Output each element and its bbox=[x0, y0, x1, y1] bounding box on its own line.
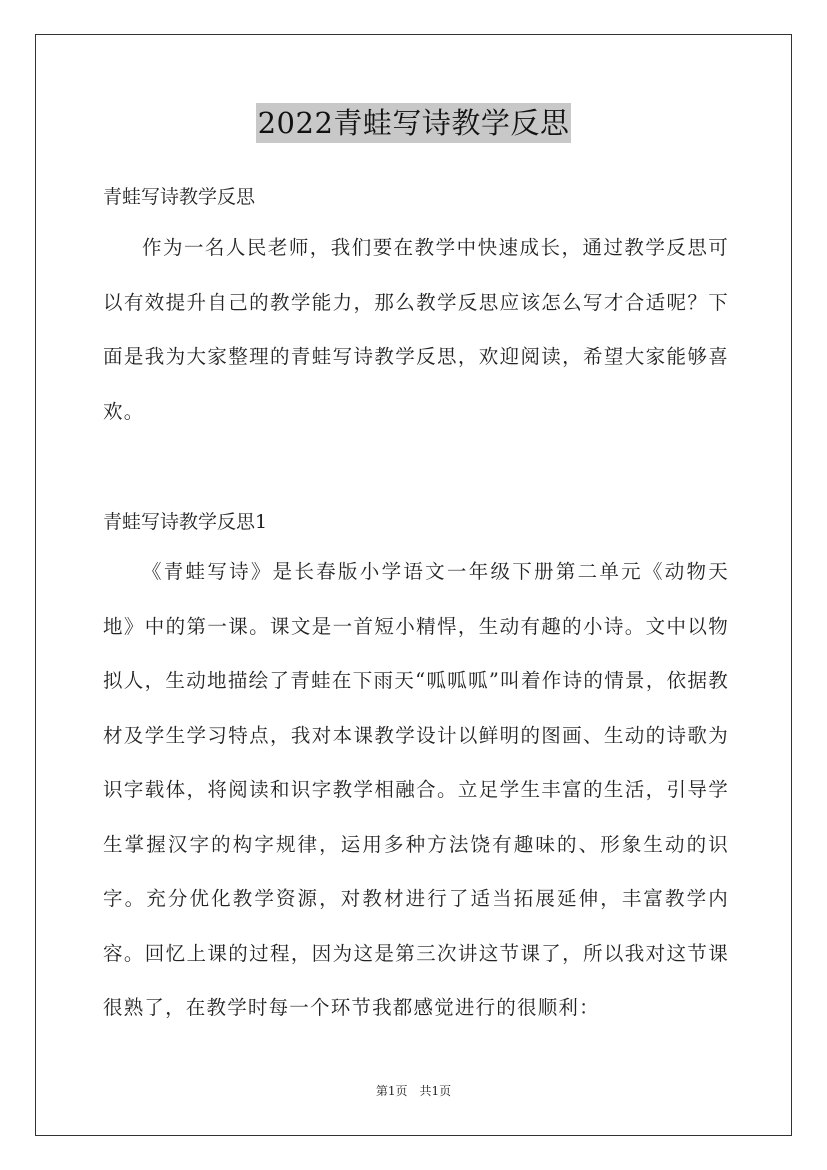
intro-heading: 青蛙写诗教学反思 bbox=[103, 186, 256, 208]
section1-heading: 青蛙写诗教学反思1 bbox=[103, 511, 268, 533]
title-container bbox=[0, 103, 827, 143]
page-footer: 第1页 共1页 bbox=[375, 1084, 452, 1098]
intro-paragraph: 作为一名人民老师，我们要在教学中快速成长，通过教学反思可以有效提升自己的教学能力，那么教学反思应该怎么写才合适呢？下面是我为大家整理的青蛙写诗教学反思，欢迎阅读，希望大家能够喜欢。 bbox=[103, 236, 729, 423]
section1-paragraph: 《青蛙写诗》是长春版小学语文一年级下册第二单元《动物天地》中的第一课。课文是一首短小精悍，生动有趣的小诗。文中以物拟人，生动地描绘了青蛙在下雨天“呱呱呱”叫着作诗的情景，依据教材及学生学习特点，我对本课教学设计以鲜明的图画、生动的诗歌为识字载体，将阅读和识字教学相融合。立足学生丰富的生活，引导学生掌握汉字的构字规律，运用多种方法饶有趣味的、形象生动的识字。充分优化教学资源，对教材进行了适当拓展延伸，丰富教学内容。回忆上课的过程，因为这是第三次讲这节课了，所以我对这节课很熟了，在教学时每一个环节我都感觉进行的很顺利： bbox=[103, 560, 729, 1019]
document-title: 2022青蛙写诗教学反思 bbox=[256, 103, 572, 143]
